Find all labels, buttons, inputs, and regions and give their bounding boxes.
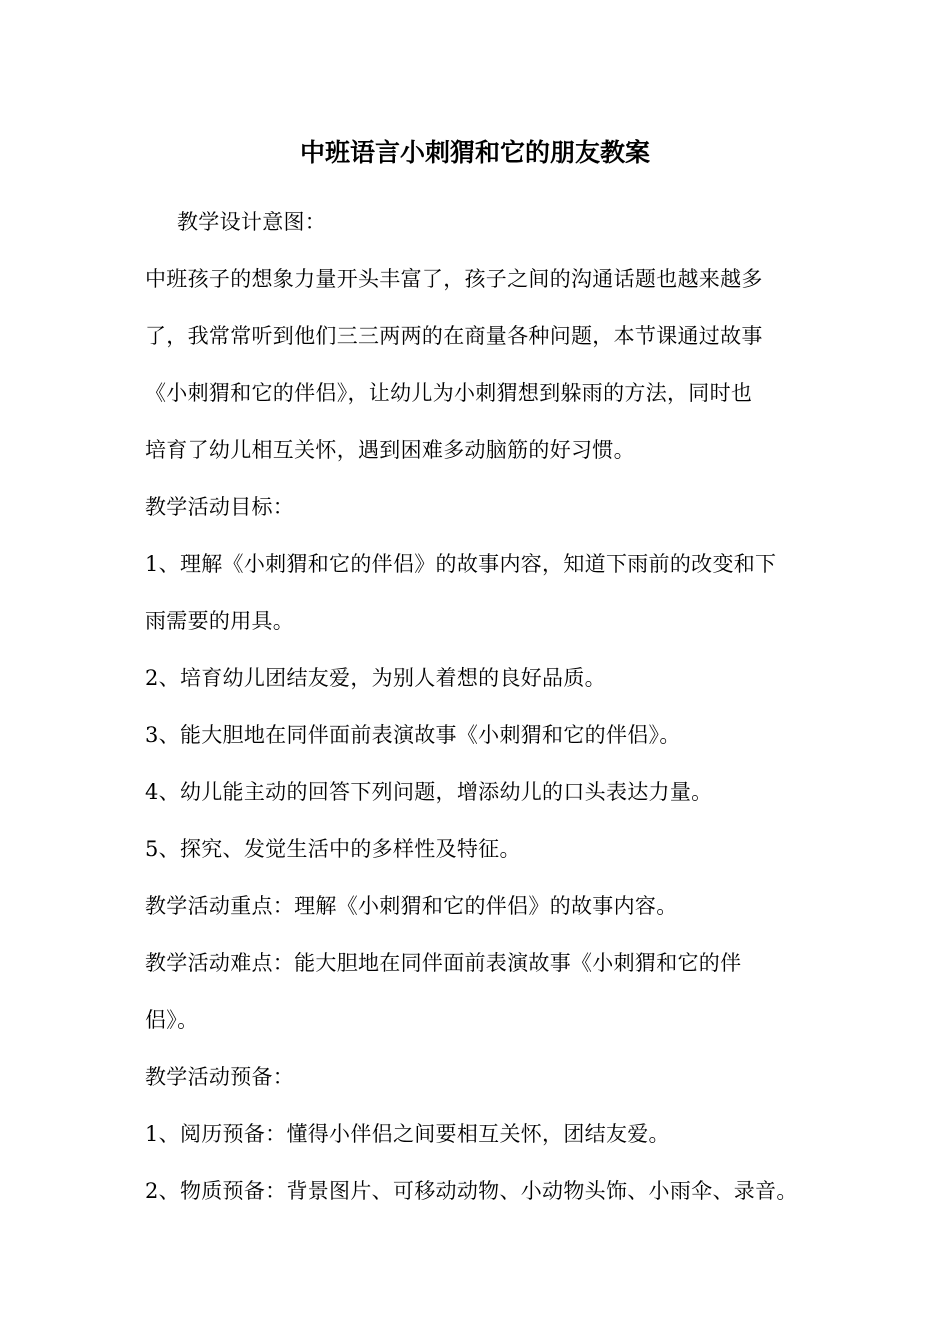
paragraph-line: 中班孩子的想象力量开头丰富了，孩子之间的沟通话题也越来越多: [145, 267, 763, 291]
document-title: 中班语言小刺猬和它的朋友教案: [299, 138, 650, 167]
paragraph-line: 2、物质预备：背景图片、可移动动物、小动物头饰、小雨伞、录音。: [145, 1179, 798, 1203]
paragraph-line: 教学活动重点：理解《小刺猬和它的伴侣》的故事内容。: [145, 894, 678, 918]
paragraph-line: 侣》。: [145, 1008, 199, 1032]
paragraph-line: 《小刺猬和它的伴侣》，让幼儿为小刺猬想到躲雨的方法，同时也: [145, 381, 753, 405]
section-heading: 教学活动目标：: [145, 495, 295, 519]
paragraph-line: 教学活动难点：能大胆地在同伴面前表演故事《小刺猬和它的伴: [145, 951, 742, 975]
paragraph-line: 1、阅历预备：懂得小伴侣之间要相互关怀，团结友爱。: [145, 1122, 670, 1146]
paragraph-line: 2、培育幼儿团结友爱，为别人着想的良好品质。: [145, 666, 606, 690]
paragraph-line: 了，我常常听到他们三三两两的在商量各种问题，本节课通过故事: [145, 324, 763, 348]
paragraph-line: 3、能大胆地在同伴面前表演故事《小刺猬和它的伴侣》。: [145, 723, 681, 747]
paragraph-line: 1、理解《小刺猬和它的伴侣》的故事内容，知道下雨前的改变和下: [145, 552, 777, 576]
paragraph-line: 雨需要的用具。: [145, 609, 295, 633]
paragraph-line: 5、探究、发觉生活中的多样性及特征。: [145, 837, 521, 861]
section-heading: 教学活动预备：: [145, 1065, 295, 1089]
paragraph-line: 培育了幼儿相互关怀，遇到困难多动脑筋的好习惯。: [145, 438, 635, 462]
paragraph-line: 4、幼儿能主动的回答下列问题，增添幼儿的口头表达力量。: [145, 780, 713, 804]
paragraph-line: 教学设计意图：: [177, 210, 327, 234]
